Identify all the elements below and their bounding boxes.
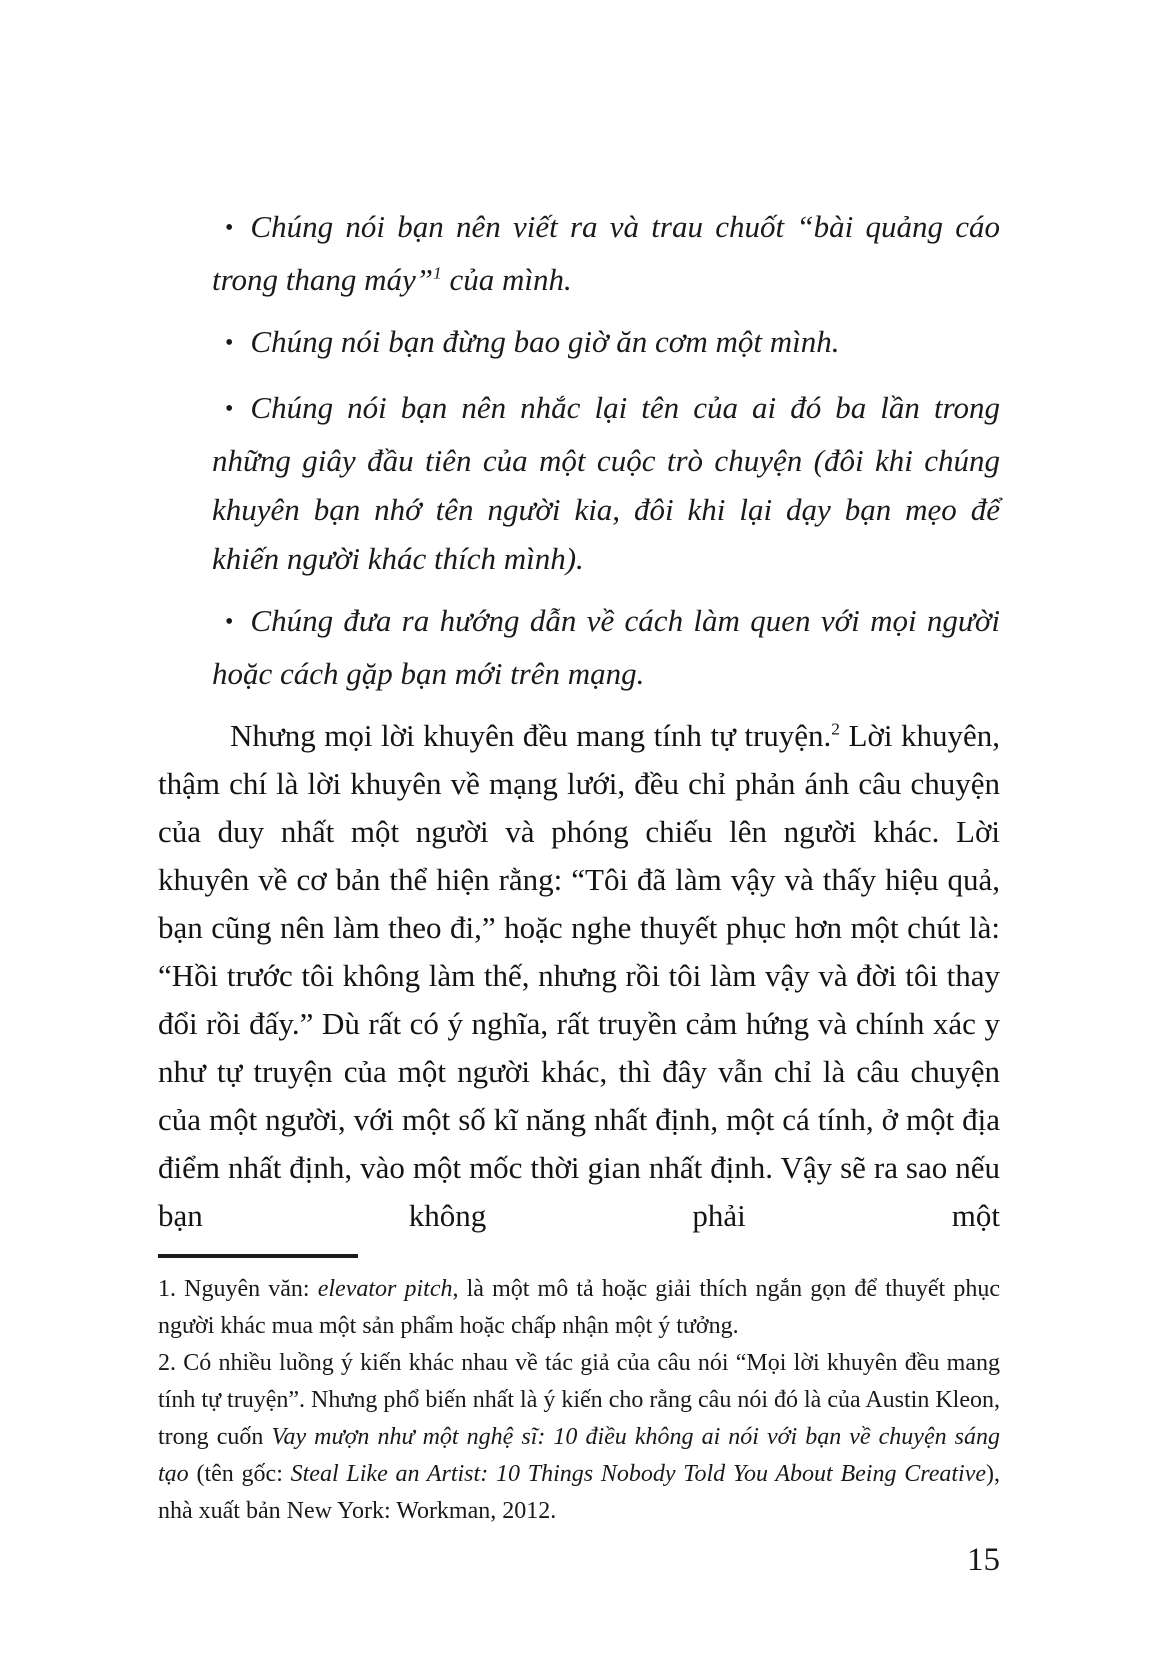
bullet-icon: • [225, 330, 234, 356]
text-block [158, 0, 1000, 1580]
bullet-item-2 [212, 317, 1000, 370]
bullet-text: Chúng nói bạn nên nhắc lại tên của ai đó ba lần trong những giây đầu tiên của một cuộc trò chuyện (đôi khi chúng khuyên bạn nhớ tên người kia, đôi khi lại dạy bạn mẹo để khiến người khác thích mình). [212, 390, 1000, 576]
bullet-item-1 [212, 202, 1000, 304]
bullet-list [158, 202, 1000, 698]
footnote-1: 1. Nguyên văn: elevator pitch, là một mô tả hoặc giải thích ngắn gọn để thuyết phục người khác mua một sản phẩm hoặc chấp nhận một ý tưởng. [158, 1276, 1000, 1339]
bullet-text: Chúng nói bạn đừng bao giờ ăn cơm một mình. [250, 324, 840, 359]
bullet-item-3 [212, 383, 1000, 583]
bullet-text: Chúng nói bạn nên viết ra và trau chuốt “bài quảng cáo trong thang máy”$^1$ của mình. [212, 209, 1000, 297]
bullet-icon: • [225, 609, 234, 635]
body-paragraph: Nhưng mọi lời khuyên đều mang tính tự truyện.$^2$ Lời khuyên, thậm chí là lời khuyên về mạng lưới, đều chỉ phản ánh câu chuyện của duy nhất một người và phóng chiếu lên người khác. Lời khuyên về cơ bản thể hiện rằng: “Tôi đã làm vậy và thấy hiệu quả, bạn cũng nên làm theo đi,” hoặc nghe thuyết phục hơn một chút là: “Hồi trước tôi không làm thế, nhưng rồi tôi làm vậy và đời tôi thay đổi rồi đấy.” Dù rất có ý nghĩa, rất truyền cảm hứng và chính xác y như tự truyện của một người khác, thì đây vẫn chỉ là câu chuyện của một người, với một số kĩ năng nhất định, một cá tính, ở một địa điểm nhất định, vào một mốc thời gian nhất định. Vậy sẽ ra sao nếu bạn không phải một [158, 718, 1001, 1233]
footnotes [158, 1271, 1000, 1530]
bullet-text: Chúng đưa ra hướng dẫn về cách làm quen với mọi người hoặc cách gặp bạn mới trên mạng. [212, 603, 1000, 691]
bullet-icon: • [225, 396, 234, 422]
bullet-icon: • [225, 215, 234, 241]
footnote-separator [158, 1254, 358, 1258]
footnote-2: 2. Có nhiều luồng ý kiến khác nhau về tác giả của câu nói “Mọi lời khuyên đều mang tính tự truyện”. Nhưng phổ biến nhất là ý kiến cho rằng câu nói đó là của Austin Kleon, trong cuốn Vay mượn như một nghệ sĩ: 10 điều không ai nói với bạn về chuyện sáng tạo (tên gốc: Steal Like an Artist: 10 Things Nobody Told You About Being Creative), nhà xuất bản New York: Workman, 2012. [158, 1350, 1000, 1524]
page-number: 15 [967, 1542, 1000, 1578]
bullet-item-4 [212, 596, 1000, 698]
